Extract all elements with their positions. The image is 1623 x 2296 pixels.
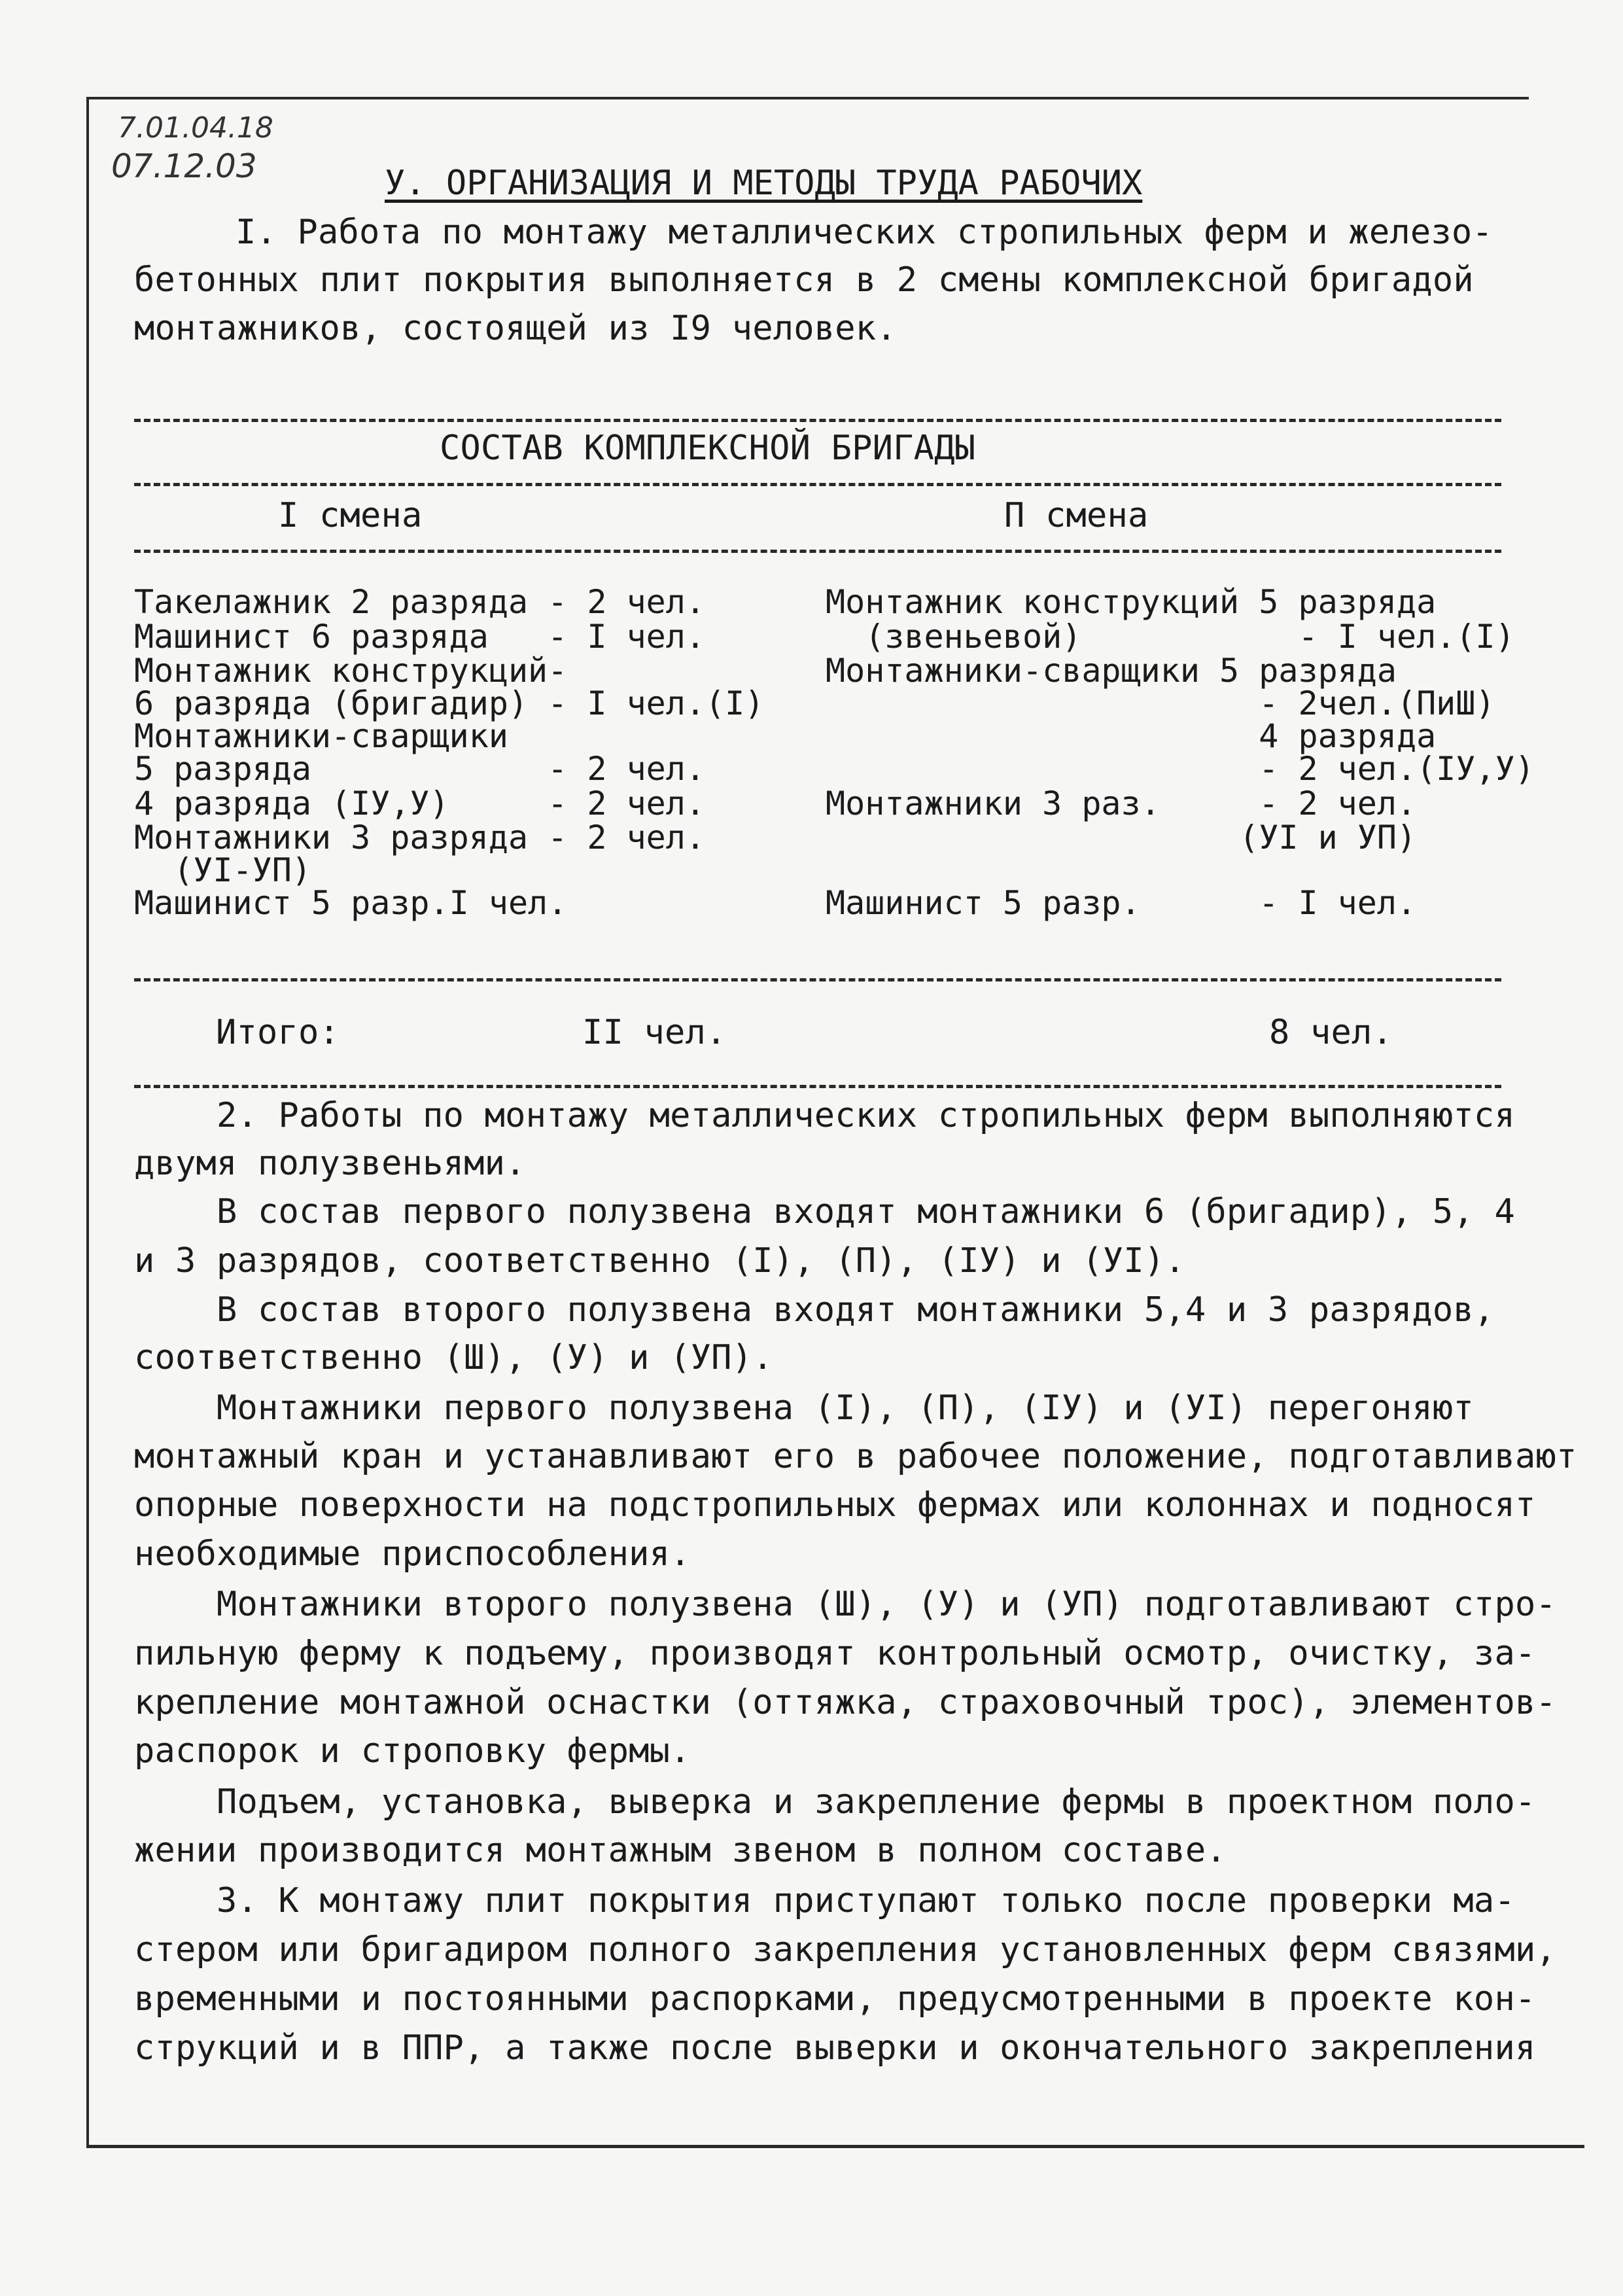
- body-line: необходимые приспособления.: [134, 1534, 691, 1574]
- shift2-row: - 2чел.(ПиШ): [826, 684, 1495, 722]
- body-line: Монтажники второго полузвена (Ш), (У) и (УП) подготавливают стро-: [134, 1585, 1556, 1624]
- table-divider: [134, 419, 1501, 422]
- body-line: пильную ферму к подъему, производят контрольный осмотр, очистку, за-: [134, 1634, 1536, 1673]
- shift1-row: Такелажник 2 разряда - 2 чел.: [134, 583, 705, 621]
- body-line: двумя полузвеньями.: [134, 1144, 526, 1183]
- shift2-row: Монтажники-сварщики 5 разряда: [826, 652, 1397, 690]
- table-divider: [134, 978, 1501, 981]
- body-line: 2. Работы по монтажу металлических стропильных ферм выполняются: [134, 1096, 1515, 1135]
- handwritten-code-1: 7.01.04.18: [118, 111, 273, 145]
- body-line: Подъем, установка, выверка и закрепление фермы в проектном поло-: [134, 1782, 1536, 1822]
- shift2-row: - 2 чел.(IУ,У): [826, 750, 1535, 788]
- table-divider: [134, 1085, 1501, 1088]
- section-title: У. ОРГАНИЗАЦИЯ И МЕТОДЫ ТРУДА РАБОЧИХ: [385, 164, 1143, 203]
- shift1-row: (УI-УП): [134, 851, 311, 889]
- body-line: опорные поверхности на подстропильных фермах или колоннах и подносят: [134, 1485, 1536, 1525]
- shift1-row: 4 разряда (IУ,У) - 2 чел.: [134, 785, 705, 822]
- body-line: и 3 разрядов, соответственно (I), (П), (IУ) и (УI).: [134, 1241, 1185, 1280]
- body-line: жении производится монтажным звеном в полном составе.: [134, 1831, 1227, 1870]
- table-divider: [134, 483, 1501, 486]
- para1-line: монтажников, состоящей из I9 человек.: [134, 309, 897, 348]
- body-line: В состав первого полузвена входят монтажники 6 (бригадир), 5, 4: [134, 1192, 1515, 1231]
- total-shift1: II чел.: [582, 1013, 727, 1052]
- shift2-row: (звеньевой) - I чел.(I): [826, 618, 1515, 656]
- body-line: крепление монтажной оснастки (оттяжка, страховочный трос), элементов-: [134, 1683, 1556, 1722]
- shift2-header: П смена: [1004, 496, 1149, 535]
- body-line: соответственно (Ш), (У) и (УП).: [134, 1338, 773, 1377]
- total-label: Итого:: [216, 1013, 340, 1052]
- page-border-left: [86, 97, 89, 2145]
- body-line: 3. К монтажу плит покрытия приступают только после проверки ма-: [134, 1881, 1515, 1920]
- body-line: В состав второго полузвена входят монтажники 5,4 и 3 разрядов,: [134, 1290, 1495, 1330]
- page-border-bottom: [86, 2145, 1584, 2148]
- body-line: распорок и строповку фермы.: [134, 1731, 691, 1771]
- body-line: Монтажники первого полузвена (I), (П), (IУ) и (УI) перегоняют: [134, 1388, 1474, 1428]
- body-line: временными и постоянными распорками, предусмотренными в проекте кон-: [134, 1979, 1536, 2019]
- shift1-row: 6 разряда (бригадир) - I чел.(I): [134, 684, 765, 722]
- shift1-row: 5 разряда - 2 чел.: [134, 750, 705, 788]
- shift1-row: Монтажники 3 разряда - 2 чел.: [134, 819, 705, 857]
- shift2-row: Монтажник конструкций 5 разряда: [826, 583, 1437, 621]
- shift1-row: Монтажник конструкций-: [134, 652, 568, 690]
- shift1-header: I смена: [278, 496, 423, 535]
- shift2-row: Машинист 5 разр. - I чел.: [826, 884, 1417, 922]
- shift1-row: Машинист 6 разряда - I чел.: [134, 618, 705, 656]
- total-shift2: 8 чел.: [1269, 1013, 1393, 1052]
- page-border-top: [86, 97, 1529, 99]
- para1-line: бетонных плит покрытия выполняется в 2 смены комплексной бригадой: [134, 260, 1474, 300]
- handwritten-code-2: 07.12.03: [111, 147, 257, 185]
- body-line: монтажный кран и устанавливают его в рабочее положение, подготавливают: [134, 1437, 1577, 1476]
- body-line: стером или бригадиром полного закрепления установленных ферм связями,: [134, 1930, 1556, 1969]
- para1-line: I. Работа по монтажу металлических стропильных ферм и железо-: [236, 213, 1493, 252]
- body-line: струкций и в ППР, а также после выверки и окончательного закрепления: [134, 2028, 1536, 2068]
- shift1-row: Монтажники-сварщики: [134, 717, 508, 755]
- brigade-table-title: СОСТАВ КОМПЛЕКСНОЙ БРИГАДЫ: [440, 429, 976, 468]
- shift2-row: (УI и УП): [826, 819, 1417, 857]
- shift2-row: 4 разряда: [826, 717, 1437, 755]
- table-divider: [134, 550, 1501, 553]
- shift2-row: Монтажники 3 раз. - 2 чел.: [826, 785, 1417, 822]
- shift1-row: Машинист 5 разр.I чел.: [134, 884, 568, 922]
